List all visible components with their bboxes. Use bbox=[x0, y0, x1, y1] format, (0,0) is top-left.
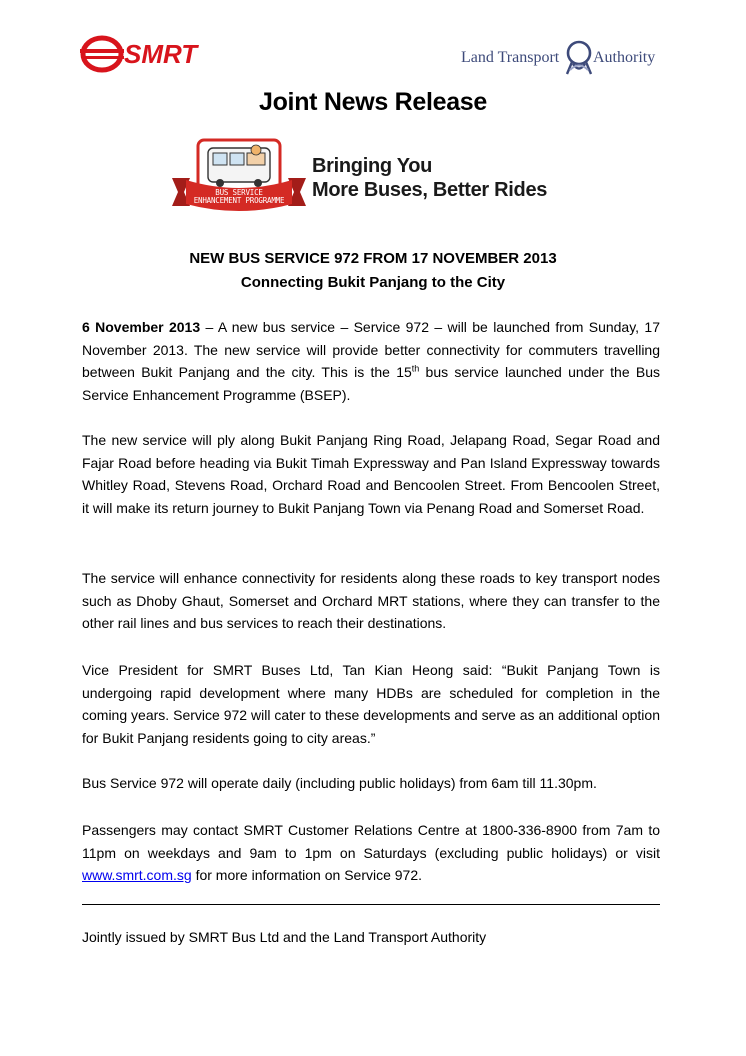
paragraph-6-text-b: for more information on Service 972. bbox=[191, 867, 423, 883]
paragraph-5: Bus Service 972 will operate daily (including public holidays) from 6am till 11.30pm. bbox=[82, 775, 597, 791]
paragraph-1-text-b: bus service launched under the Bus Service Enhancement Programme (BSEP). bbox=[82, 364, 660, 403]
banner-tagline-1: Bringing You bbox=[312, 155, 433, 177]
paragraph-3: The service will enhance connectivity for residents along these roads to key transport nodes such as Dhoby Ghaut, Somerset and Orchard MRT stations, where they can transfer to the other rail lines and bus services to reach their destinations. bbox=[82, 570, 660, 631]
footer-divider bbox=[82, 904, 660, 905]
paragraph-1 bbox=[82, 316, 660, 406]
paragraph-1-text-a: – A new bus service – Service 972 – will be launched from Sunday, 17 November 2013. The new service will provide better connectivity for commuters travelling between Bukit Panjang and the city. This is the 15 bbox=[82, 319, 660, 380]
lta-emblem-icon bbox=[563, 40, 595, 76]
release-title: Joint News Release bbox=[258, 88, 488, 116]
ordinal-suffix: th bbox=[411, 363, 420, 374]
paragraph-4: Vice President for SMRT Buses Ltd, Tan Kian Heong said: “Bukit Panjang Town is undergoing rapid development where many HDBs are scheduled for completion in the coming years. Service 972 will cater to these developments and serve as an additional option for Bukit Panjang residents going to city areas.” bbox=[82, 662, 660, 746]
bus-illustration-icon bbox=[208, 145, 270, 187]
smrt-website-link[interactable]: www.smrt.com.sg bbox=[82, 867, 192, 883]
smrt-logo bbox=[80, 32, 226, 76]
footer-note: Jointly issued by SMRT Bus Ltd and the Land Transport Authority bbox=[82, 929, 487, 945]
smrt-logo-text: SMRT bbox=[124, 39, 198, 69]
lta-logo bbox=[455, 40, 665, 76]
lta-logo-left-text: Land Transport bbox=[461, 49, 560, 66]
lta-logo-right-text: Authority bbox=[593, 49, 656, 66]
ribbon-line-2: ENHANCEMENT PROGRAMME bbox=[193, 196, 285, 205]
banner-tagline-2: More Buses, Better Rides bbox=[312, 179, 548, 201]
headline: NEW BUS SERVICE 972 FROM 17 NOVEMBER 2013 bbox=[189, 250, 557, 267]
paragraph-6-text-a: Passengers may contact SMRT Customer Relations Centre at 1800-336-8900 from 7am to 11pm on weekdays and 9am to 1pm on Saturdays (excluding public holidays) or visit bbox=[82, 822, 660, 861]
paragraph-2: The new service will ply along Bukit Panjang Ring Road, Jelapang Road, Segar Road and Fajar Road before heading via Bukit Timah Expressway and Pan Island Expressway towards Whitley Road, Stevens Road, Orchard Road and Bencoolen Street. From Bencoolen Street, it will make its return journey to Bukit Panjang Town via Penang Road and Somerset Road. bbox=[82, 432, 660, 516]
paragraph-6 bbox=[82, 819, 660, 887]
subheadline: Connecting Bukit Panjang to the City bbox=[240, 274, 506, 291]
release-date: 6 November 2013 bbox=[82, 319, 201, 335]
ribbon-line-1: BUS SERVICE bbox=[215, 188, 263, 197]
